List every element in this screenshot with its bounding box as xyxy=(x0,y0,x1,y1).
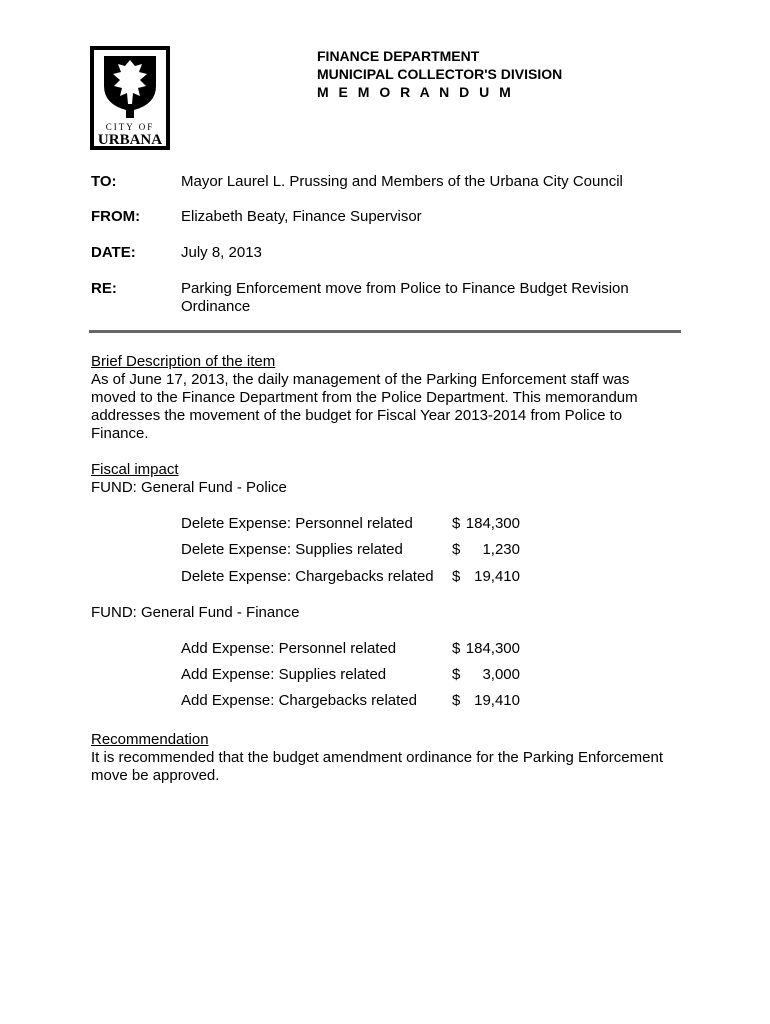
row-amount: 184,300 xyxy=(465,640,520,657)
re-value: Parking Enforcement move from Police to Finance Budget Revision Ordinance xyxy=(181,280,629,315)
recommendation-text: It is recommended that the budget amendment ordinance for the Parking Enforcement move be approved. xyxy=(91,749,663,784)
logo-city-of: CITY OF xyxy=(105,122,155,132)
row-desc: Delete Expense: Chargebacks related xyxy=(181,568,434,585)
memo-header xyxy=(317,47,562,101)
re-label: RE: xyxy=(91,280,117,297)
row-desc: Add Expense: Supplies related xyxy=(181,666,387,683)
divider xyxy=(89,330,681,333)
row-currency: $ xyxy=(452,666,461,683)
row-amount: 3,000 xyxy=(482,666,520,683)
row-amount: 19,410 xyxy=(474,568,520,585)
recommendation-section xyxy=(91,731,681,785)
finance-fund-section xyxy=(91,604,681,622)
row-currency: $ xyxy=(452,640,461,657)
police-fund-label: FUND: General Fund - Police xyxy=(91,479,287,496)
fiscal-heading: Fiscal impact xyxy=(91,461,179,478)
row-currency: $ xyxy=(452,515,461,532)
row-desc: Delete Expense: Supplies related xyxy=(181,541,403,558)
city-logo xyxy=(90,46,170,150)
row-amount: 19,410 xyxy=(474,692,520,709)
memo-title: M E M O R A N D U M xyxy=(317,84,514,100)
recommendation-heading: Recommendation xyxy=(91,731,209,748)
row-desc: Add Expense: Chargebacks related xyxy=(181,692,417,709)
row-desc: Delete Expense: Personnel related xyxy=(181,515,413,532)
row-amount: 184,300 xyxy=(465,515,520,532)
division-title: MUNICIPAL COLLECTOR'S DIVISION xyxy=(317,66,563,82)
row-currency: $ xyxy=(452,692,461,709)
brief-heading: Brief Description of the item xyxy=(91,353,276,370)
finance-fund-label: FUND: General Fund - Finance xyxy=(91,604,300,621)
to-value: Mayor Laurel L. Prussing and Members of the Urbana City Council xyxy=(181,173,623,190)
date-value: July 8, 2013 xyxy=(181,244,262,261)
from-value: Elizabeth Beaty, Finance Supervisor xyxy=(181,208,422,225)
date-label: DATE: xyxy=(91,244,136,261)
from-label: FROM: xyxy=(91,208,141,225)
department-title: FINANCE DEPARTMENT xyxy=(317,48,480,64)
fiscal-section xyxy=(91,461,681,497)
row-amount: 1,230 xyxy=(482,541,520,558)
row-currency: $ xyxy=(452,541,461,558)
row-currency: $ xyxy=(452,568,461,585)
brief-text: As of June 17, 2013, the daily management of the Parking Enforcement staff was moved to the Finance Department from the Police Department. This memorandum addresses the movement of the budget for Fiscal Year 2013-2014 from Police to Finance. xyxy=(91,371,638,442)
oak-leaf-icon xyxy=(90,46,170,150)
brief-section xyxy=(91,353,681,443)
to-label: TO: xyxy=(91,173,117,190)
row-desc: Add Expense: Personnel related xyxy=(181,640,397,657)
logo-urbana: URBANA xyxy=(97,132,163,148)
